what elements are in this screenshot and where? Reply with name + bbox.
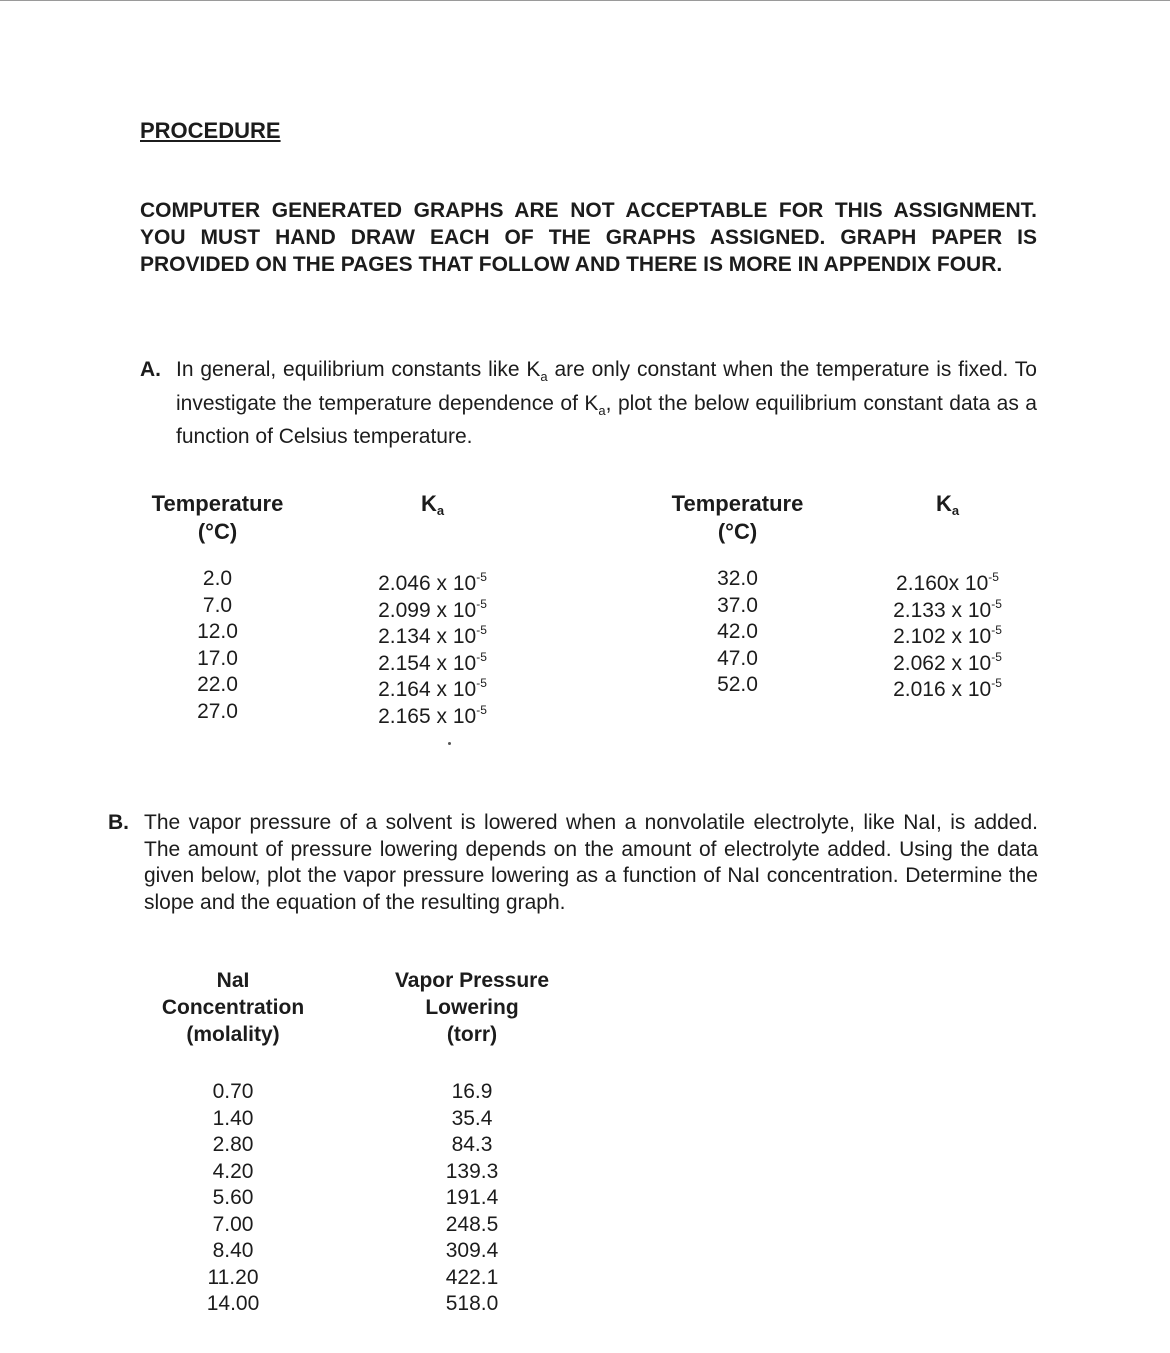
vapor-pressure-cell: 16.9	[451, 1080, 493, 1103]
ka-subscript: a	[540, 369, 548, 385]
ka-column-right	[870, 490, 1025, 704]
page-top-border	[0, 0, 1170, 1]
concentration-cell: 5.60	[212, 1186, 254, 1209]
vapor-pressure-cell: 518.0	[445, 1292, 499, 1315]
exponent: -5	[476, 570, 487, 584]
temperature-header: Temperature (°C)	[151, 491, 284, 544]
temperature-values	[140, 566, 295, 725]
temperature-cell: 17.0	[197, 646, 238, 670]
header-line: (molality)	[186, 1023, 280, 1046]
temperature-cell: 52.0	[717, 673, 758, 696]
temperature-cell: 2.0	[202, 567, 233, 590]
ka-values	[355, 571, 510, 730]
part-a-letter: A.	[140, 358, 161, 381]
ka-cell: 2.160x $10^{-5}$	[896, 570, 999, 595]
hand-draw-warning: COMPUTER GENERATED GRAPHS ARE NOT ACCEPTABLE FOR THIS ASSIGNMENT. YOU MUST HAND DRAW EACH OF THE GRAPHS ASSIGNED. GRAPH PAPER IS PROVIDED ON THE PAGES THAT FOLLOW AND THERE IS MORE IN APPENDIX FOUR.	[140, 199, 1037, 276]
concentration-cell: 0.70	[212, 1080, 254, 1103]
nai-concentration-values	[148, 1079, 318, 1318]
exponent: -5	[988, 570, 999, 584]
vapor-pressure-cell: 139.3	[445, 1159, 499, 1183]
temperature-cell: 47.0	[717, 646, 758, 670]
temperature-cell: 7.0	[202, 593, 233, 617]
temperature-values	[660, 566, 815, 699]
temperature-column-left	[140, 490, 295, 725]
ka-cell: 2.062 x $10^{-5}$	[893, 649, 1002, 675]
vapor-pressure-cell: 248.5	[445, 1212, 499, 1236]
ka-subscript: a	[598, 402, 606, 418]
ka-cell: 2.164 x $10^{-5}$	[378, 676, 487, 701]
concentration-cell: 14.00	[206, 1292, 260, 1315]
concentration-cell: 4.20	[212, 1159, 254, 1183]
vapor-pressure-cell: 35.4	[451, 1106, 493, 1130]
stray-mark	[448, 742, 451, 745]
header-line: Lowering	[425, 996, 519, 1019]
ka-cell: 2.016 x $10^{-5}$	[893, 676, 1002, 701]
ka-values	[870, 571, 1025, 704]
ka-cell: 2.134 x $10^{-5}$	[378, 623, 487, 648]
ka-cell: 2.133 x $10^{-5}$	[893, 596, 1002, 622]
vapor-pressure-cell: 84.3	[451, 1133, 493, 1156]
temperature-cell: 42.0	[717, 620, 758, 643]
exponent: -5	[476, 702, 487, 717]
concentration-cell: 11.20	[207, 1265, 259, 1289]
ka-cell: 2.099 x $10^{-5}$	[378, 596, 487, 622]
ka-cell: 2.102 x $10^{-5}$	[893, 623, 1002, 648]
exponent: -5	[991, 623, 1002, 637]
temperature-cell: 32.0	[717, 567, 758, 590]
exponent: -5	[476, 676, 487, 690]
exponent: -5	[991, 676, 1002, 690]
part-a-text: In general, equilibrium constants like $K_a$ are only constant when the temperature is fixed. To investigate the temperature dependence of $K_a$, plot the below equilibrium constant data as a function of Celsius temperature.	[176, 358, 1037, 449]
exponent: -5	[476, 596, 487, 611]
part-b-instructions	[108, 810, 1038, 916]
exponent: -5	[991, 596, 1002, 611]
concentration-cell: 2.80	[212, 1133, 254, 1156]
concentration-cell: 7.00	[212, 1212, 254, 1236]
ka-cell: 2.046 x $10^{-5}$	[378, 570, 487, 595]
vapor-pressure-header	[378, 967, 566, 1048]
temperature-cell: 27.0	[197, 699, 238, 723]
ka-header: $K_a$	[935, 491, 960, 518]
ka-column-left	[355, 490, 510, 730]
vapor-pressure-values	[378, 1079, 566, 1318]
exponent: -5	[476, 649, 487, 664]
vapor-pressure-cell: 191.4	[445, 1186, 499, 1209]
temperature-cell: 37.0	[717, 593, 758, 617]
part-b-letter: B.	[108, 811, 129, 834]
vapor-pressure-column	[378, 967, 566, 1318]
exponent: -5	[991, 649, 1002, 664]
exponent: -5	[476, 623, 487, 637]
nai-concentration-column	[148, 967, 318, 1318]
header-line: NaI	[216, 969, 250, 992]
temperature-header: Temperature (°C)	[671, 491, 804, 544]
vapor-pressure-cell: 422.1	[445, 1265, 499, 1289]
ka-header: $K_a$	[420, 491, 445, 518]
ka-cell: 2.154 x $10^{-5}$	[378, 649, 487, 675]
temperature-cell: 22.0	[197, 673, 238, 696]
nai-concentration-header	[148, 967, 318, 1048]
header-line: Vapor Pressure	[394, 969, 550, 992]
ka-cell: 2.165 x $10^{-5}$	[378, 702, 487, 728]
header-line: (torr)	[446, 1023, 498, 1046]
header-line: Concentration	[161, 996, 305, 1019]
concentration-cell: 1.40	[212, 1106, 254, 1130]
part-a-instructions	[140, 357, 1037, 451]
vapor-pressure-cell: 309.4	[445, 1239, 499, 1262]
part-b-text: The vapor pressure of a solvent is lowered when a nonvolatile electrolyte, like NaI, is added. The amount of pressure lowering depends on the amount of electrolyte added. Using the data given below, plot the vapor pressure lowering as a function of NaI concentration. Determine the slope and the equation of the resulting graph.	[144, 811, 1038, 914]
temperature-cell: 12.0	[197, 620, 238, 643]
procedure-heading: PROCEDURE	[140, 118, 281, 143]
concentration-cell: 8.40	[212, 1239, 254, 1262]
temperature-column-right	[660, 490, 815, 699]
